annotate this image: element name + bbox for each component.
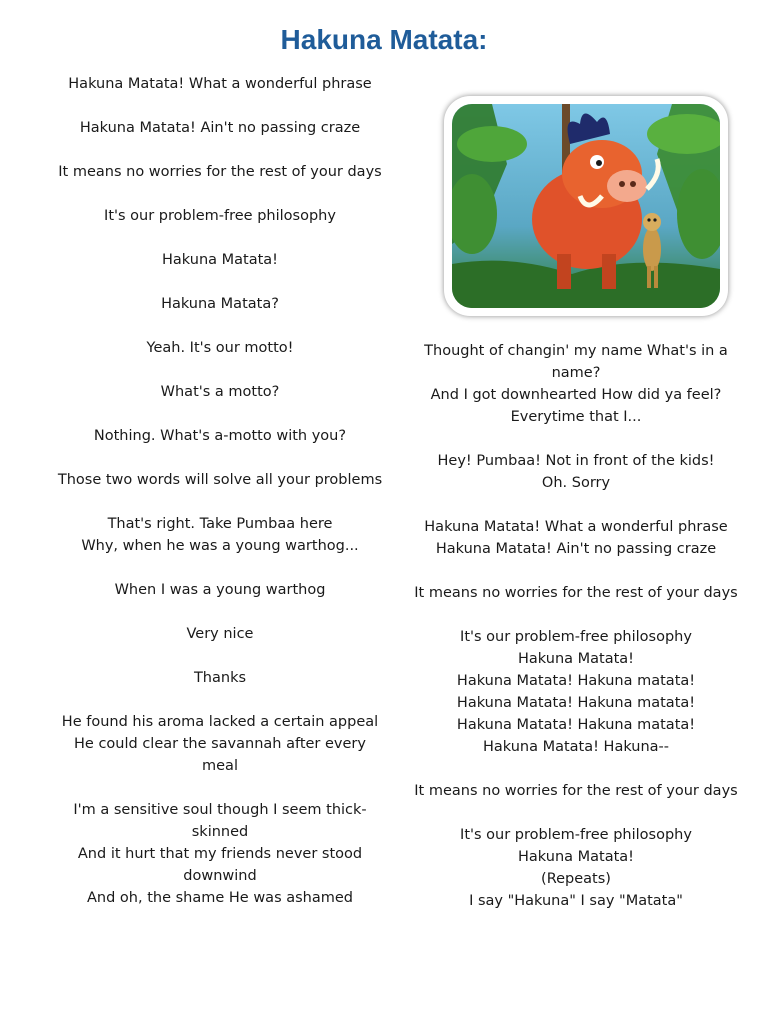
lyric-stanza xyxy=(408,582,744,604)
lyric-stanza xyxy=(408,450,744,494)
lyric-stanza xyxy=(55,293,385,315)
lyric-stanza xyxy=(408,626,744,758)
lyric-stanza xyxy=(55,667,385,689)
lyric-line: And it hurt that my friends never stood downwind xyxy=(77,846,363,884)
lyric-line: It means no worries for the rest of your days xyxy=(58,164,382,180)
lyric-stanza xyxy=(408,340,744,428)
lyric-line: Hakuna Matata! xyxy=(518,849,634,865)
lyric-line: Hakuna Matata! Hakuna matata! xyxy=(456,673,696,689)
lyric-line: Hakuna Matata! Ain't no passing craze xyxy=(79,120,361,136)
lyric-line: I'm a sensitive soul though I seem thick-skinned xyxy=(73,802,367,840)
lyric-line: Thought of changin' my name What's in a name? xyxy=(424,343,728,381)
lyric-line: When I was a young warthog xyxy=(114,582,326,598)
lyric-line: Hakuna Matata! xyxy=(162,252,278,268)
page-title: Hakuna Matata: xyxy=(280,24,488,55)
lyric-line: (Repeats) xyxy=(541,871,611,887)
lyric-line: And oh, the shame He was ashamed xyxy=(87,890,353,906)
lyric-line: Hakuna Matata! Ain't no passing craze xyxy=(435,541,717,557)
lyrics-left-column xyxy=(55,73,385,931)
lyric-stanza xyxy=(408,824,744,912)
lyric-stanza xyxy=(55,381,385,403)
lyric-stanza xyxy=(55,469,385,491)
lyric-line: I say "Hakuna" I say "Matata" xyxy=(469,893,683,909)
lyric-stanza xyxy=(408,780,744,802)
lyric-line: It means no worries for the rest of your days xyxy=(414,585,738,601)
lyric-line: Hakuna Matata! xyxy=(518,651,634,667)
lyric-line: Hey! Pumbaa! Not in front of the kids! xyxy=(437,453,715,469)
lyric-line: That's right. Take Pumbaa here xyxy=(107,516,333,532)
lyric-line: Everytime that I... xyxy=(510,409,642,425)
lyric-line: He found his aroma lacked a certain appeal xyxy=(61,714,379,730)
lyric-stanza xyxy=(55,117,385,139)
lyric-line: It's our problem-free philosophy xyxy=(104,208,336,224)
lyric-stanza xyxy=(55,425,385,447)
lyric-line: Those two words will solve all your problems xyxy=(57,472,383,488)
lyric-line: It means no worries for the rest of your days xyxy=(414,783,738,799)
lyric-stanza xyxy=(55,579,385,601)
lyric-line: Why, when he was a young warthog... xyxy=(81,538,359,554)
lyric-stanza xyxy=(55,249,385,271)
lyric-line: It's our problem-free philosophy xyxy=(460,827,692,843)
lyric-line: Oh. Sorry xyxy=(541,475,611,491)
lyric-stanza xyxy=(55,205,385,227)
illustration-frame xyxy=(444,96,728,316)
lyric-line: And I got downhearted How did ya feel? xyxy=(430,387,722,403)
lyric-line: Nothing. What's a-motto with you? xyxy=(93,428,347,444)
lyric-stanza xyxy=(408,516,744,560)
lyric-stanza xyxy=(55,337,385,359)
lyric-line: Hakuna Matata! Hakuna matata! xyxy=(456,695,696,711)
lyric-line: Hakuna Matata! What a wonderful phrase xyxy=(424,519,728,535)
lyrics-right-column xyxy=(408,340,744,934)
lyric-line: He could clear the savannah after every meal xyxy=(74,736,366,774)
lyric-line: Hakuna Matata! Hakuna-- xyxy=(482,739,670,755)
pumbaa-timon-illustration xyxy=(452,104,720,308)
lyric-line: Yeah. It's our motto! xyxy=(146,340,294,356)
lyric-line: Hakuna Matata! What a wonderful phrase xyxy=(68,76,372,92)
lyric-stanza xyxy=(55,73,385,95)
lyric-line: Hakuna Matata? xyxy=(161,296,279,312)
lyric-line: Hakuna Matata! Hakuna matata! xyxy=(456,717,696,733)
lyric-line: It's our problem-free philosophy xyxy=(460,629,692,645)
lyric-line: Very nice xyxy=(186,626,254,642)
lyric-stanza xyxy=(55,799,385,909)
lyric-stanza xyxy=(55,161,385,183)
lyric-stanza xyxy=(55,711,385,777)
lyric-stanza xyxy=(55,623,385,645)
lyric-stanza xyxy=(55,513,385,557)
lyric-line: What's a motto? xyxy=(160,384,280,400)
lyric-line: Thanks xyxy=(193,670,247,686)
